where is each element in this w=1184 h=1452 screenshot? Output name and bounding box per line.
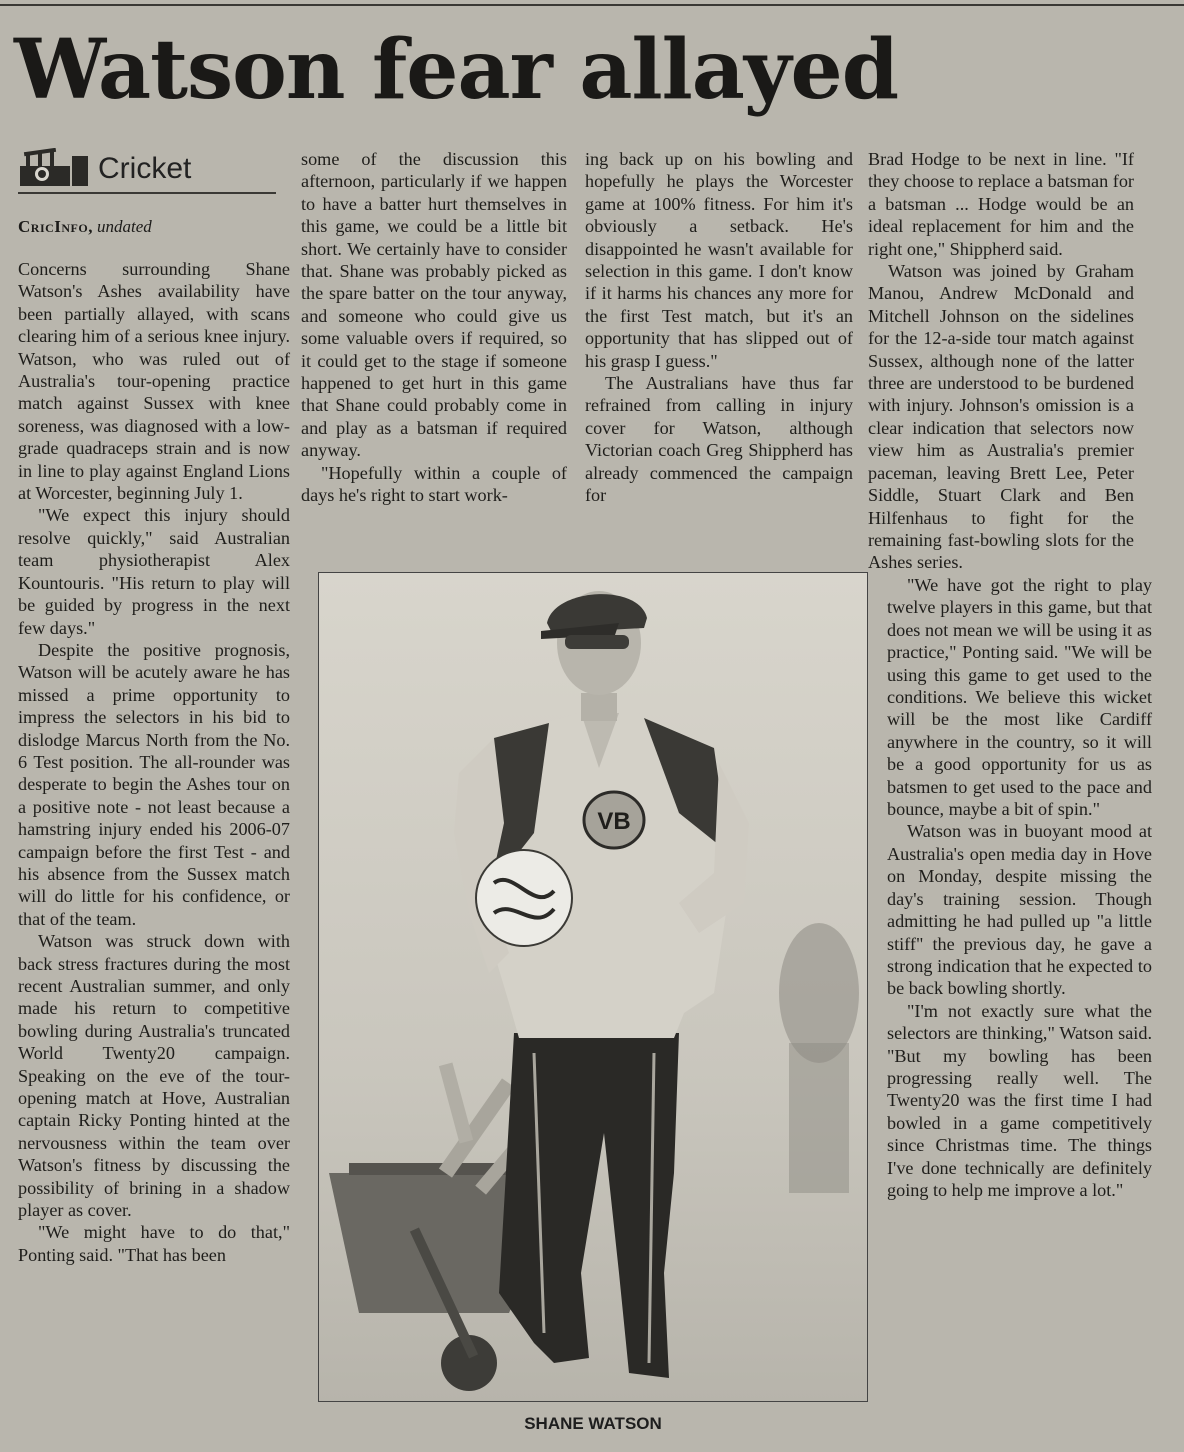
article-column-1 [18, 258, 290, 1266]
paragraph: "We expect this injury should resolve quickly," said Australian team physiotherapist Alex Kountouris. "His return to play will be guided by progress in the next few days." [18, 505, 290, 638]
paragraph: Despite the positive prognosis, Watson will be acutely aware he has missed a prime opportunity to impress the selectors in his bid to dislodge Marcus North from the No. 6 Test position. The all-rounder was desperate to begin the Ashes tour on a positive note - not least because a hamstring injury ended his 2006-07 campaign before the first Test - and his absence from the Sussex match will do little for his confidence, or that of the team. [18, 639, 290, 929]
paragraph: "We have got the right to play twelve players in this game, but that does not mean we will be using it as practice," Ponting said. "We will be using this game to get used to the conditions. We believe this wicket will be the most like Cardiff anywhere in the country, so it will be a good opportunity for us as batsmen to get used to the pace and bounce, maybe a bit of spin." [887, 575, 1152, 820]
headline: Watson fear allayed [14, 22, 899, 118]
paragraph: "Hopefully within a couple of days he's right to start work- [301, 462, 567, 506]
section-label: Cricket [98, 152, 192, 185]
cricket-icon [18, 148, 94, 190]
paragraph: ing back up on his bowling and hopefully he plays the Worcester game at 100% fitness. For him it's obviously a setback. He's disappointed he wasn't available for selection in this game. I don't know if it harms his chances any more for the first Test match, but it's an opportunity that has slipped out of his grasp I guess." [585, 149, 853, 371]
paragraph: "I'm not exactly sure what the selectors are thinking," Watson said. "But my bowling has been progressing really well. The Twenty20 was the first time I had bowled in a game competitively since Christmas time. The things I've done technically are definitely going to help me improve a lot." [887, 1000, 1152, 1200]
paragraph: Watson was joined by Graham Manou, Andrew McDonald and Mitchell Johnson on the sidelines for the 12-a-side tour match against Sussex, although none of the latter three are understood to be burdened with injury. Johnson's omission is a clear indication that selectors now view him as Australia's premier paceman, leaving Brett Lee, Peter Siddle, Stuart Clark and Ben Hilfenhaus to fight for the remaining fast-bowling slots for the Ashes series. [868, 261, 1134, 573]
background-figure [789, 1043, 849, 1193]
article-column-4-top [868, 148, 1134, 574]
paragraph: Brad Hodge to be next in line. "If they choose to replace a batsman for a batsman ... Hodge would be an ideal replacement for him and the right one," Shippherd said. [868, 149, 1134, 259]
paragraph: The Australians have thus far refrained from calling in injury cover for Watson, although Victorian coach Greg Shippherd has already commenced the campaign for [585, 373, 853, 506]
article-photo [318, 572, 868, 1402]
paragraph: "We might have to do that," Ponting said. "That has been [18, 1222, 290, 1265]
paragraph: some of the discussion this afternoon, particularly if we happen to have a batter hurt themselves in this game, we could be a little bit short. We certainly have to consider that. Shane was probably picked as the spare batter on the tour anyway, and someone who could give us some valuable overs if required, so it could get to the stage if someone happened to get hurt in this game that Shane could probably come in and play as a batsman if required anyway. [301, 149, 567, 461]
photo-caption: SHANE WATSON [524, 1414, 662, 1433]
byline-source: CricInfo, [18, 217, 93, 236]
article-column-2 [301, 148, 567, 507]
article-column-4-bottom [887, 574, 1152, 1201]
paragraph: Watson was struck down with back stress fractures during the most recent Australian summer, and only made his return to competitive bowling during Australia's truncated World Twenty20 campaign. Speaking on the eve of the tour-opening match at Hove, Australian captain Ricky Ponting hinted at the nervousness within the team over Watson's fitness by discussing the possibility of brining in a shadow player as cover. [18, 931, 290, 1221]
section-kicker [18, 146, 276, 194]
top-rule [0, 4, 1184, 6]
byline [18, 216, 152, 238]
shirt-logo: VB [597, 808, 631, 835]
paragraph: Concerns surrounding Shane Watson's Ashes availability have been partially allayed, with scans clearing him of a serious knee injury. Watson, who was ruled out of Australia's tour-opening practice match against Sussex with knee soreness, was diagnosed with a low-grade quadraceps strain and is now in line to play against England Lions at Worcester, beginning July 1. [18, 259, 290, 504]
byline-date: undated [96, 217, 152, 236]
article-column-3 [585, 148, 853, 507]
background-figure [779, 923, 859, 1063]
paragraph: Watson was in buoyant mood at Australia's open media day in Hove on Monday, despite missing the day's training session. Though admitting he had pulled up "a little stiff" the previous day, he gave a strong indication that he expected to be back bowling shortly. [887, 821, 1152, 999]
